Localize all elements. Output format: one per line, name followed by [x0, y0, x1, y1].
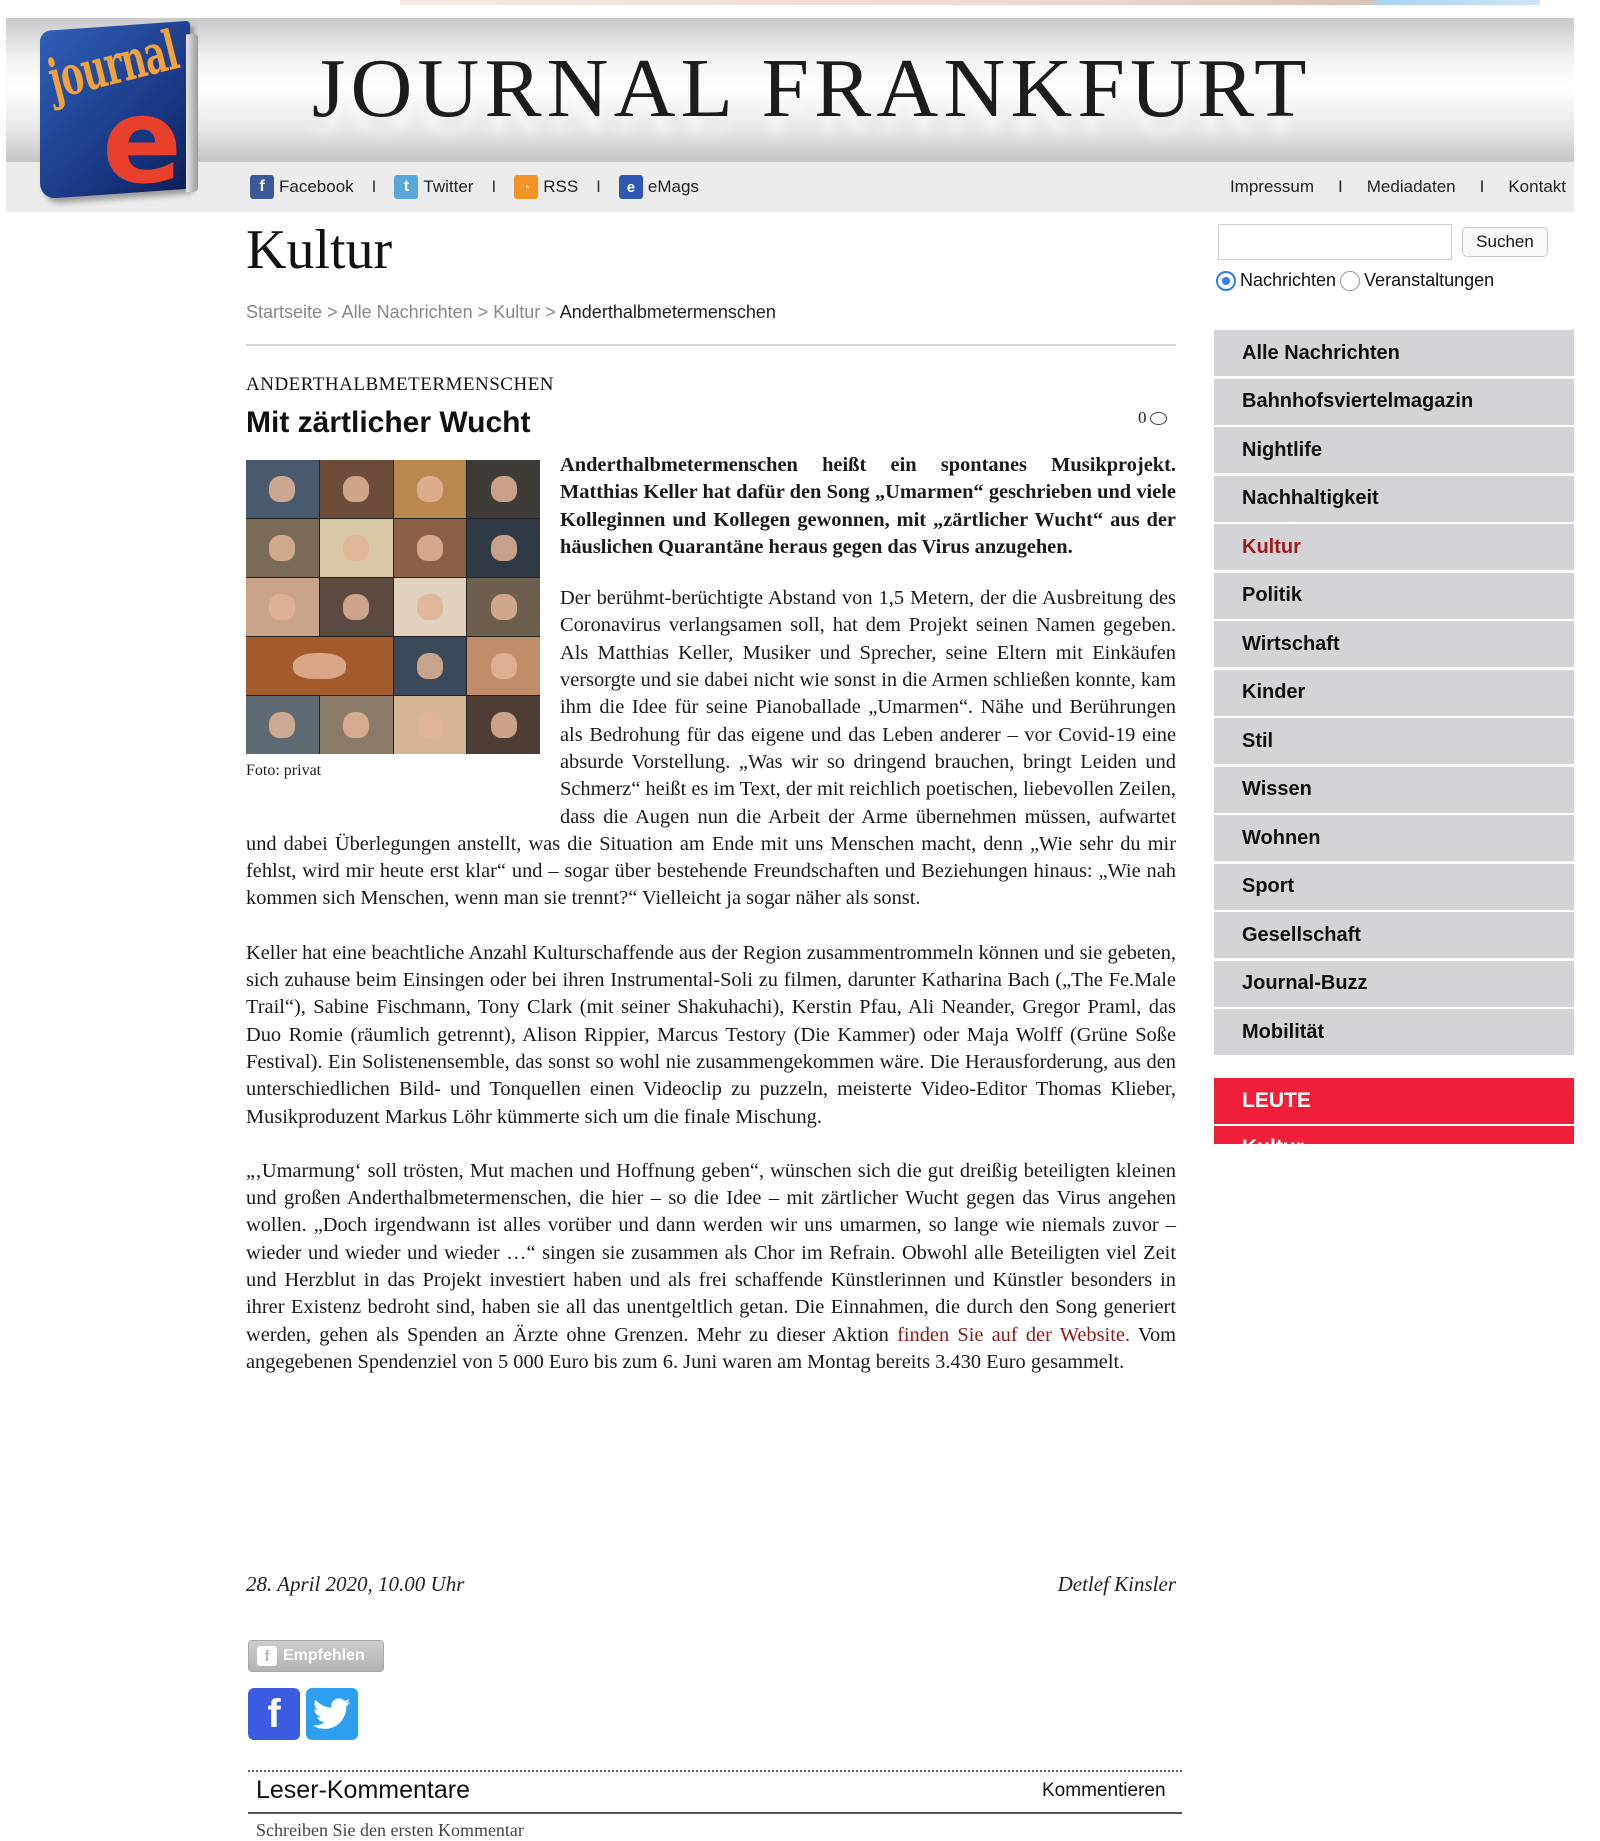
photo-caption: Foto: privat [246, 762, 322, 779]
recommend-label: Empfehlen [283, 1647, 365, 1664]
rss-icon: ◔ [514, 175, 538, 199]
comment-count-link[interactable] [1138, 408, 1167, 428]
comments-first-line: Schreiben Sie den ersten Kommentar [256, 1820, 524, 1840]
breadcrumb-kultur[interactable]: Kultur [493, 302, 541, 322]
breadcrumb-home[interactable]: Startseite [246, 302, 323, 322]
comments-divider [248, 1770, 1182, 1772]
logo-spine [186, 34, 198, 193]
breadcrumb-separator: > [477, 302, 489, 322]
meta-nav [1230, 172, 1566, 202]
nav-separator: I [491, 177, 497, 196]
sidebar-item-gesellschaft[interactable]: Gesellschaft [1214, 912, 1574, 958]
sidebar-item-alle-nachrichten[interactable]: Alle Nachrichten [1214, 330, 1574, 376]
facebook-label: Facebook [279, 177, 354, 196]
comment-count: 0 [1138, 408, 1147, 427]
sidebar-item-mobilität[interactable]: Mobilität [1214, 1009, 1574, 1055]
photo-float-spacer [246, 452, 560, 804]
search-scope [1216, 270, 1494, 291]
sidebar-item-wissen[interactable]: Wissen [1214, 767, 1574, 813]
breadcrumb-separator: > [545, 302, 556, 322]
sidebar-item-nachhaltigkeit[interactable]: Nachhaltigkeit [1214, 476, 1574, 522]
author-name: Detlef Kinsler [1057, 1572, 1176, 1596]
nav-separator: I [371, 177, 377, 196]
sidebar-item-bahnhofsviertelmagazin[interactable]: Bahnhofsviertelmagazin [1214, 379, 1574, 425]
sidebar-item-journal-buzz[interactable]: Journal-Buzz [1214, 961, 1574, 1007]
sidebar-item-nightlife[interactable]: Nightlife [1214, 427, 1574, 473]
article-paragraph [246, 1158, 1176, 1376]
emags-label: eMags [647, 177, 699, 196]
facebook-icon: f [257, 1646, 277, 1666]
search-button[interactable]: Suchen [1462, 227, 1548, 257]
top-ad-strip[interactable] [400, 0, 1540, 5]
article-kicker: ANDERTHALBMETERMENSCHEN [246, 374, 555, 395]
share-buttons [248, 1688, 358, 1740]
nav-separator: I [596, 177, 601, 196]
article-paragraph: Der berühmt-berüchtigte Abstand von 1,5 Metern, der die Ausbreitung des Coronavirus verlangsamen soll, hat dem Projekt seinen Namen gegeben. Als Matthias Keller, Musiker und Sprecher, seine Eltern mit Einkäufen versorgte und sie dabei nicht wie sonst in die Armen schließen konnte, kam ihm die Idee für seine Pianoballade „Umarmen“. Nähe und Berührungen als Bedrohung für das eigene und das Leben anderer – vor Covid-19 eine absurde Vorstellung. „Was wir so dringend brauchen, bringt Leiden und Schmerz“ heißt es im Text, der mit reichlich poetischen, liebevollen Zeilen, dass die Augen nun die Arbeit der Arme übernehmen müssen, aufwartet und dabei Überlegungen anstellt, was die Situation am Ende mit uns Menschen macht, denn „Wie sehr du mir fehlst, wird mir heute erst klar“ und – sogar über bestehende Freundschaften und Beziehungen hinaus: „Wie nah kommen sich Menschen, wenn man sie trennt?“ Vielleicht ja sogar näher als sonst. [246, 587, 1176, 910]
mediadaten-link[interactable]: Mediadaten [1366, 177, 1456, 196]
article-footer [246, 1572, 1176, 1597]
rss-link[interactable] [514, 175, 578, 199]
breadcrumb-all-news[interactable]: Alle Nachrichten [341, 302, 473, 322]
radio-nachrichten-label: Nachrichten [1240, 270, 1337, 290]
paragraph-text: Vom angegebenen Spendenziel von 5 000 Euro bis zum 6. Juni waren am Montag bereits 3.430 Euro gesammelt. [246, 1323, 1177, 1373]
recommend-button[interactable] [248, 1640, 384, 1672]
speech-bubble-icon [1150, 412, 1167, 425]
radio-veranstaltungen-label: Veranstaltungen [1364, 270, 1495, 290]
facebook-icon: f [267, 1691, 281, 1736]
search-input[interactable] [1218, 224, 1452, 260]
sidebar-item-kultur[interactable]: Kultur [1214, 524, 1574, 570]
comments-rule [248, 1812, 1182, 1814]
radio-nachrichten[interactable] [1216, 271, 1236, 291]
paragraph-text: „‚Umarmung‘ soll trösten, Mut machen und Hoffnung geben“, wünschen sich die gut dreißig beteiligten kleinen und großen Anderthalbmetermenschen, die hier – so die Idee – mit zärtlicher Wucht gegen das Virus angehen wollen. „Doch irgendwann ist alles vorüber und dann werden wir uns umarmen, so lange wie niemals zuvor – wieder und wieder und wieder …“ singen sie zusammen als Chor im Refrain. Obwohl alle Beteiligten viel Zeit und Herzblut in das Projekt investiert haben und als frei schaffende Künstlerinnen und Künstler besonders in ihrer Existenz bedroht sind, haben sie all das unentgeltlich getan. Die Einnahmen, die durch den Song generiert werden, gehen als Spenden an Ärzte ohne Grenzen. Mehr zu dieser Aktion [246, 1159, 1176, 1346]
category-nav [1214, 330, 1574, 1058]
emags-icon: e [619, 175, 643, 199]
facebook-share-button[interactable] [248, 1688, 300, 1740]
publish-date: 28. April 2020, 10.00 Uhr [246, 1572, 465, 1596]
comments-heading: Leser-Kommentare [256, 1776, 470, 1804]
twitter-link[interactable] [394, 175, 473, 199]
radio-veranstaltungen[interactable] [1340, 271, 1360, 291]
article-body [246, 452, 1176, 1403]
emags-link[interactable] [619, 175, 699, 199]
rss-label: RSS [543, 177, 579, 196]
twitter-share-button[interactable] [306, 1688, 358, 1740]
website-link[interactable]: finden Sie auf der Website. [897, 1323, 1131, 1346]
twitter-label: Twitter [423, 177, 474, 196]
write-comment-link[interactable]: Kommentieren [1042, 1780, 1166, 1801]
breadcrumb-separator: > [327, 302, 338, 322]
journal-logo[interactable] [40, 19, 190, 210]
breadcrumb [246, 302, 776, 323]
article-paragraph: Keller hat eine beachtliche Anzahl Kulturschaffende aus der Region zusammentrommeln können und sie gebeten, sich zuhause beim Einsingen oder bei ihren Instrumental-Soli zu filmen, darunter Katharina Bach („The Fe.Male Trail“), Sabine Fischmann, Tony Clark (mit seiner Shakuhachi), Kerstin Pfau, Ali Neander, Gregor Praml, das Duo Romie (räumlich getrennt), Alison Rippier, Marcus Testory (Die Kammer) oder Maja Wolff (Grüne Soße Festival). Ein Solistenensemble, das sonst so wohl nie zusammengekommen wäre. Die Herausforderung, aus den unterschiedlichen Bild- und Tonquellen einen Videoclip zu puzzeln, meisterte Video-Editor Thomas Klieber, Musikproduzent Markus Löhr kümmerte sich um die finale Mischung. [246, 941, 1176, 1128]
logo-word: journal [42, 19, 185, 113]
sidebar-item-wirtschaft[interactable]: Wirtschaft [1214, 621, 1574, 667]
nav-separator: I [1479, 177, 1485, 196]
twitter-icon: t [394, 175, 418, 199]
sidebar-item-sport[interactable]: Sport [1214, 864, 1574, 910]
article-lead: Anderthalbmetermenschen heißt ein spontanes Musikprojekt. Matthias Keller hat dafür den Song „Umarmen“ geschrieben und viele Kolleginnen und Kollegen gewonnen, mit „zärtlicher Wucht“ aus der häuslichen Quarantäne heraus gegen das Virus anzugehen. [560, 454, 1176, 558]
leute-next-item[interactable]: Kultur [1214, 1126, 1574, 1144]
sidebar-item-kinder[interactable]: Kinder [1214, 670, 1574, 716]
breadcrumb-current: Anderthalbmetermenschen [559, 302, 776, 322]
facebook-link[interactable] [250, 175, 354, 199]
social-nav [250, 172, 699, 202]
kontakt-link[interactable]: Kontakt [1508, 177, 1566, 196]
sidebar-item-wohnen[interactable]: Wohnen [1214, 815, 1574, 861]
masthead-title[interactable]: JOURNAL FRANKFURT [312, 42, 1312, 135]
article-headline: Mit zärtlicher Wucht [246, 406, 531, 439]
title-divider [246, 344, 1176, 346]
logo-letter: e [102, 72, 183, 210]
facebook-icon: f [250, 175, 274, 199]
sidebar-item-politik[interactable]: Politik [1214, 573, 1574, 619]
leute-heading[interactable]: LEUTE [1214, 1078, 1574, 1124]
nav-separator: I [1338, 177, 1343, 196]
page-title: Kultur [246, 219, 393, 281]
sidebar-item-stil[interactable]: Stil [1214, 718, 1574, 764]
twitter-bird-icon [313, 1698, 351, 1730]
impressum-link[interactable]: Impressum [1229, 177, 1315, 196]
